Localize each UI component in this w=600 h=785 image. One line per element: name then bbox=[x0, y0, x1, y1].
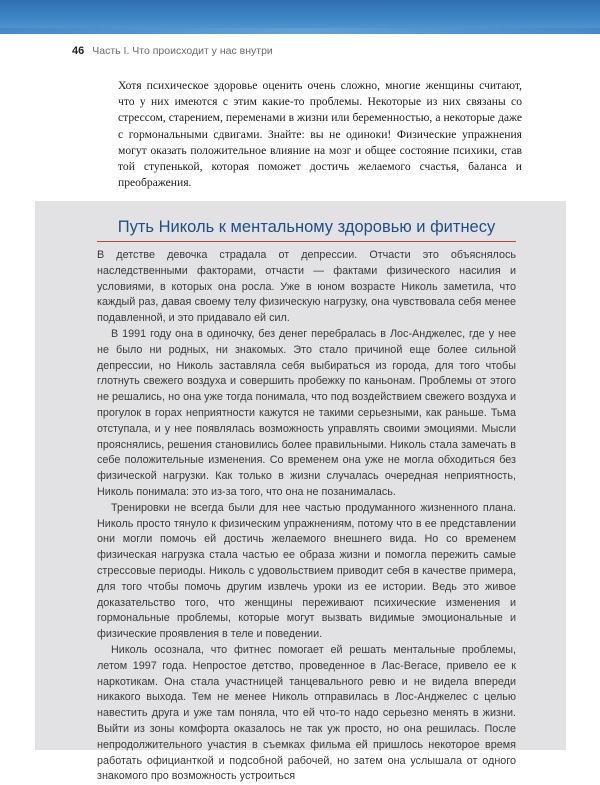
intro-paragraph-block bbox=[118, 78, 522, 191]
running-title: Часть I. Что происходит у нас внутри bbox=[92, 45, 273, 57]
sidebar-paragraph: Николь осознала, что фитнес помогает ей решать ментальные проблемы, летом 1997 года. Непростое детство, проведенное в Лас-Вегасе, привело ее к наркотикам. Она стала участницей танцевального ревю и не видела впереди никакого выхода. Тем не менее Николь отправилась в Лос-Анджелес с целью навестить друга и уже там поняла, что ей что-то надо серьезно менять в жизни. Выйти из зоны комфорта оказалось не так уж просто, но она решилась. После непродолжительного участия в съемках фильма ей пришлось некоторое время работать официанткой и подсобной рабочей, но затем она услышала от одного знакомого про возможность устроиться bbox=[97, 643, 516, 783]
sidebar-box bbox=[35, 201, 566, 783]
intro-paragraph: Хотя психическое здоровье оценить очень сложно, многие женщины считают, что у них имеются с этим какие-то проблемы. Некоторые из них связаны со стрессом, старением, переменами в жизни или беременностью, а некоторые даже с гормональными сдвигами. Знайте: вы не одиноки! Физические упражнения могут оказать положительное влияние на мозг и общее состояние психики, став той ступенькой, которая поможет достичь желаемого счастья, баланса и преображения. bbox=[118, 79, 522, 190]
page-number: 46 bbox=[72, 45, 85, 57]
title-divider bbox=[97, 241, 516, 242]
sidebar-paragraph: В детстве девочка страдала от депрессии. Отчасти это объяснялось наследственными факторами, отчасти — фактами физического насилия и условиями, в которых она росла. Уже в юном возрасте Николь заметила, что каждый раз, давая своему телу физическую нагрузку, она чувствовала себя менее подавленной, и это придавало ей сил. bbox=[97, 249, 516, 325]
running-header bbox=[72, 45, 560, 57]
sidebar-paragraph: В 1991 году она в одиночку, без денег перебралась в Лос-Анджелес, где у нее не было ни родных, ни знакомых. Это стало причиной еще более сильной депрессии, но Николь заставляла себя выбираться из города, для того чтобы глотнуть свежего воздуха и совершить пробежку по каньонам. Проблемы от этого не решались, но она уже тогда понимала, что под воздействием свежего воздуха и прогулок в горах неприятности кажутся не такими серьезными, как раньше. Тьма отступала, и у нее появлялась возможность управлять своими эмоциями. Мысли прояснялись, решения становились более правильными. Николь стала замечать в себе положительные изменения. Со временем она уже не могла обходиться без физической нагрузки. Как только в жизни случалась очередная неприятность, Николь понимала: это из-за того, что она не позанималась. bbox=[97, 327, 516, 498]
sidebar-paragraph: Тренировки не всегда были для нее частью продуманного жизненного плана. Николь просто тянуло к физическим упражнениям, потому что в ее представлении они могли помочь ей достичь желаемого внешнего вида. Но со временем физическая нагрузка стала частью ее образа жизни и помогла пережить самые стрессовые периоды. Николь с удовольствием приводит себя в качестве примера, для того чтобы помочь другим извлечь уроки из ее истории. Ведь это живое доказательство того, что женщины переживают психические изменения и гормональные проблемы, которые могут вызвать видимые эмоциональные и физические проявления в теле и поведении. bbox=[97, 501, 516, 641]
sidebar-body bbox=[97, 248, 516, 785]
top-decorative-band bbox=[0, 0, 600, 34]
sidebar-title: Путь Николь к ментальному здоровью и фитнесу bbox=[117, 218, 496, 236]
